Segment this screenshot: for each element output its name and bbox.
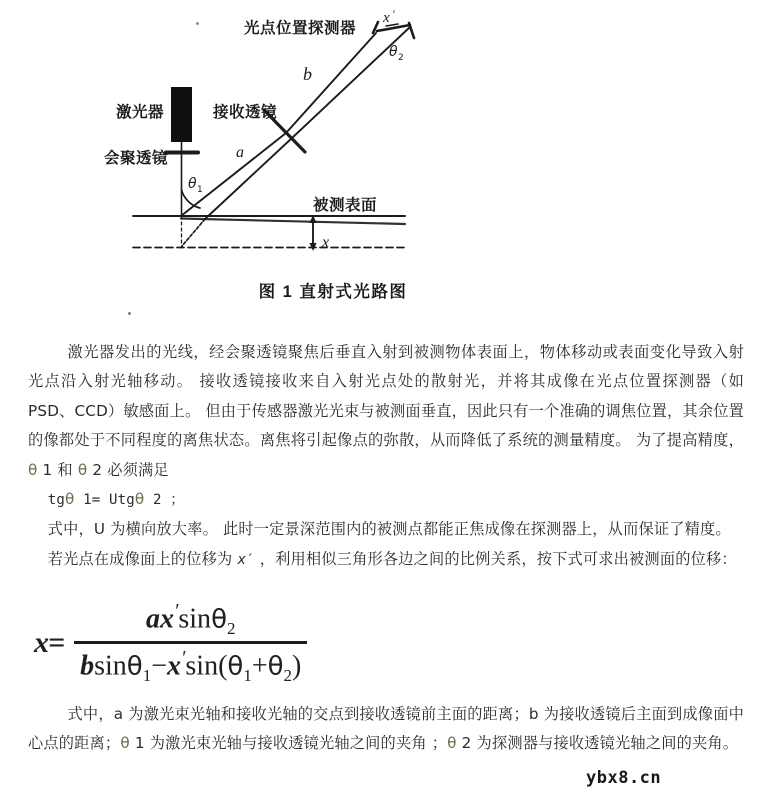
figure-caption	[0, 278, 770, 302]
label-theta1: θ	[188, 176, 197, 192]
den-open-paren: (	[218, 650, 228, 682]
scan-artifact-dot	[128, 312, 131, 315]
paragraph-2: 式中，U 为横向放大率。 此时一定景深范围内的被测点都能正焦成像在探测器上，从而保证了精度。	[47, 520, 731, 539]
ray-a-extension	[182, 219, 205, 246]
paragraph-1-end: 2 必须满足	[87, 460, 169, 479]
num-sub: 2	[226, 618, 236, 638]
equation-tg: tg	[47, 492, 66, 509]
equation-line-tg	[28, 485, 744, 515]
article-body	[28, 338, 744, 575]
label-x-image-prime: ′	[392, 7, 395, 21]
paragraph-3	[28, 545, 744, 575]
num-theta: θ	[211, 604, 227, 635]
den-sin: sin	[94, 650, 127, 682]
measured-surface-line2	[181, 219, 405, 225]
den-theta2: θ	[267, 651, 284, 682]
paragraph-3-b: ，利用相似三角形各边之间的比例关系，按下式可求出被测面的位移：	[254, 549, 737, 568]
figure-caption-text: 图 1 直射式光路图	[258, 283, 408, 301]
formula-fraction	[74, 600, 307, 686]
den-prime: ′	[181, 646, 186, 669]
scan-artifact-dot-top	[196, 22, 199, 25]
den-sub1b: 1	[243, 665, 252, 685]
label-receiving-lens: 接收透镜	[213, 104, 278, 121]
den-close-paren: )	[292, 650, 302, 682]
num-a: a	[146, 603, 160, 635]
equation-one: 1=	[74, 492, 110, 509]
paragraph-1-theta2: θ	[77, 460, 88, 479]
num-sin: sin	[178, 603, 212, 635]
paragraph-3-x: x	[237, 551, 247, 568]
article-body-tail	[28, 700, 744, 759]
paragraph-4-theta2: θ	[447, 734, 457, 753]
paragraph-4	[28, 700, 744, 759]
label-theta2-subscript: 2	[398, 53, 404, 63]
paragraph-3-a: 若光点在成像面上的位移为	[47, 549, 238, 568]
den-sub1: 1	[142, 665, 152, 685]
label-theta2: θ	[389, 44, 398, 60]
paragraph-1	[28, 338, 744, 485]
label-segment-a: a	[236, 144, 244, 161]
paragraph-1-mid: 1 和	[37, 460, 78, 479]
label-segment-b: b	[303, 64, 312, 84]
label-laser: 激光器	[116, 104, 165, 121]
label-x-displacement: x	[322, 234, 330, 251]
paragraph-4-m2: 2 为探测器与接收透镜光轴之间的夹角。	[456, 734, 739, 753]
formula-numerator	[132, 600, 249, 641]
den-sin2: sin	[185, 650, 219, 682]
paragraph-4-m1: 1 为激光束光轴与接收透镜光轴之间的夹角 ；	[129, 734, 448, 753]
equation-theta2: θ	[134, 490, 145, 509]
displacement-formula	[28, 600, 744, 696]
equation-two: 2 ；	[144, 492, 185, 509]
laser-body-shape	[171, 87, 192, 142]
den-sub2: 2	[283, 665, 293, 685]
optical-path-figure	[0, 0, 770, 270]
den-theta1b: θ	[227, 651, 244, 682]
equation-theta1: θ	[65, 490, 75, 509]
label-detector: 光点位置探测器	[244, 20, 357, 37]
paragraph-1-theta1: θ	[28, 460, 38, 479]
label-measured-surface: 被测表面	[313, 197, 378, 214]
site-watermark: ybx8.cn	[586, 768, 662, 788]
den-x: x	[167, 650, 182, 682]
formula-lhs: x=	[34, 625, 65, 659]
paragraph-3-prime: ′	[246, 551, 255, 568]
formula-inner	[28, 600, 307, 686]
label-converging-lens: 会聚透镜	[104, 150, 169, 167]
label-theta1-subscript: 1	[197, 185, 203, 195]
den-plus: +	[251, 650, 268, 682]
paragraph-4-a: 式中，a 为激光束光轴和接收光轴的交点到接收透镜前主面的距离；b 为接收透镜后主面到成像面中心点的距离；	[28, 705, 744, 753]
num-x: x	[160, 603, 174, 635]
num-prime: ′	[174, 600, 179, 622]
paragraph-4-theta1: θ	[120, 734, 130, 753]
den-b: b	[80, 650, 95, 682]
formula-denominator	[74, 644, 307, 686]
paragraph-1-main: 激光器发出的光线，经会聚透镜聚焦后垂直入射到被测物体表面上，物体移动或表面变化导致入射光点沿入射光轴移动。 接收透镜接收来自入射光点处的散射光，并将其成像在光点位置探测器（如 PSD、CCD）敏感面上。 但由于传感器激光光束与被测面垂直，因此只有一个准确的调焦位置，其余位置的像都处于不同程度的离焦状态。离焦将引起像点的弥散，从而降低了系统的测量精度。 为了提高精度，	[28, 343, 744, 450]
den-theta1: θ	[126, 651, 143, 682]
equation-utg: Utg	[109, 492, 135, 509]
den-minus: −	[151, 650, 168, 682]
label-x-image: x	[383, 10, 390, 26]
